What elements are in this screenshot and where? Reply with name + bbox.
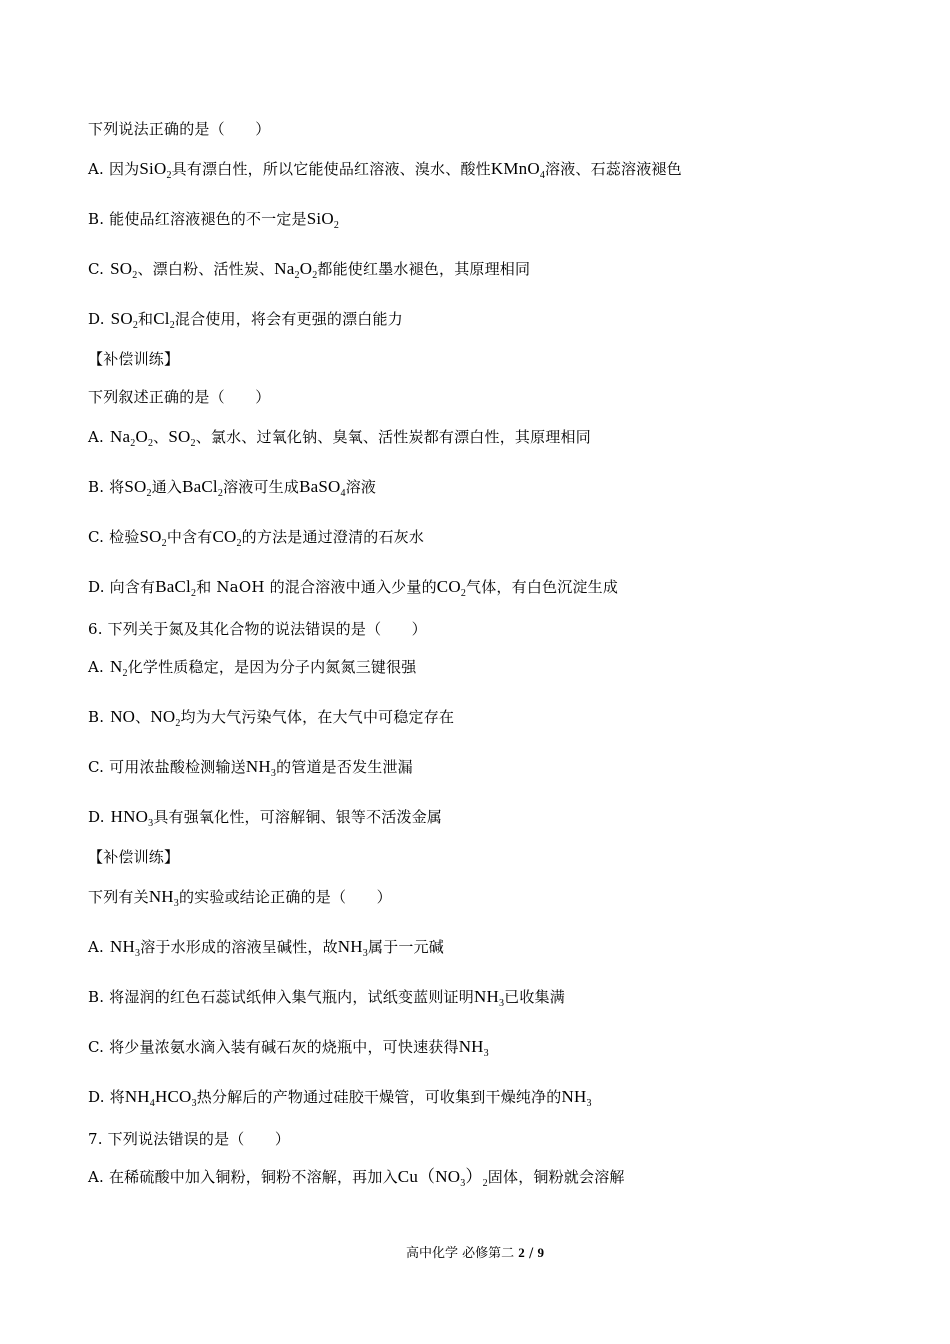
formula-nh3: $NH_3$ [148, 887, 179, 909]
formula-hno3: $HNO_3$ [110, 807, 154, 829]
formula-sio2: SiO$_2$ [306, 209, 340, 231]
q6-option-b: B. NO、$NO_2$均为大气污染气体，在大气中可稳定存在 [88, 707, 455, 729]
comp2-option-c: C. 将少量浓氨水滴入装有碱石灰的烧瓶中，可快速获得$NH_3$ [88, 1037, 489, 1059]
q6-option-c: C. 可用浓盐酸检测输送$NH_3$的管道是否发生泄漏 [88, 757, 413, 779]
formula-nh3: $NH_3$ [458, 1037, 489, 1059]
formula-nh3: $NH_3$ [561, 1087, 592, 1109]
formula-co2: $CO_2$ [212, 527, 242, 549]
q5-stem: 下列说法正确的是（ ） [88, 120, 271, 138]
formula-nh3: $NH_3$ [245, 757, 277, 779]
page-footer [0, 1244, 950, 1263]
formula-co2: $CO_2$ [436, 577, 467, 599]
comp1-option-c: C. 检验$SO_2$中含有$CO_2$的方法是通过澄清的石灰水 [88, 527, 425, 549]
formula-bacl2: BaCl$_2$ [182, 477, 224, 499]
footer-page-total: 9 [537, 1245, 544, 1260]
footer-subject: 高中化学 必修第二 [406, 1246, 515, 1261]
comp1-option-d: D. 向含有BaCl$_2$和 NaOH 的混合溶液中通入少量的$CO_2$气体，有白色沉淀生成 [88, 577, 619, 599]
formula-sio2: SiO$_2$ [139, 159, 172, 181]
formula-n2: $N_2$ [110, 657, 128, 679]
formula-nh3: $NH_3$ [337, 937, 368, 959]
footer-page-number: 2 [518, 1245, 525, 1260]
comp2-heading: 【补偿训练】 [88, 848, 180, 866]
formula-nh3: $NH_3$ [473, 987, 505, 1009]
footer-separator: / [528, 1246, 534, 1261]
formula-na2o2: $Na_2O_2$ [110, 427, 154, 449]
comp1-stem: 下列叙述正确的是（ ） [88, 388, 271, 406]
q5-option-d: D. $SO_2$和$Cl_2$混合使用，将会有更强的漂白能力 [88, 309, 403, 331]
formula-nh3: $NH_3$ [110, 937, 141, 959]
formula-so2: $SO_2$ [110, 259, 138, 281]
q7-stem: 7. 下列说法错误的是（ ） [88, 1130, 291, 1148]
comp2-option-b: B. 将湿润的红色石蕊试纸伸入集气瓶内，试纸变蓝则证明$NH_3$已收集满 [88, 987, 565, 1009]
formula-cuno32: $Cu(NO_3)_2$ [397, 1167, 488, 1189]
formula-cl2: $Cl_2$ [153, 309, 175, 331]
q7-option-a: A. 在稀硫酸中加入铜粉，铜粉不溶解，再加入$Cu(NO_3)_2$固体，铜粉就会溶解 [88, 1167, 625, 1189]
q6-stem: 6. 下列关于氮及其化合物的说法错误的是（ ） [88, 620, 427, 638]
comp1-option-b: B. 将$SO_2$通入BaCl$_2$溶液可生成BaSO$_4$溶液 [88, 477, 377, 499]
q5-option-b: B. 能使品红溶液褪色的不一定是SiO$_2$ [88, 209, 340, 231]
formula-na2o2: $Na_2O_2$ [274, 259, 318, 281]
q6-option-a: A. $N_2$化学性质稳定，是因为分子内氮氮三键很强 [88, 657, 417, 679]
comp2-option-d: D. 将$NH_4HCO_3$热分解后的产物通过硅胶干燥管，可收集到干燥纯净的$NH_3$ [88, 1087, 592, 1109]
q6-option-d: D. $HNO_3$具有强氧化性，可溶解铜、银等不活泼金属 [88, 807, 443, 829]
formula-baso4: BaSO$_4$ [299, 477, 346, 499]
formula-so2: $SO_2$ [139, 527, 167, 549]
q5-option-a: A. 因为SiO$_2$具有漂白性，所以它能使品红溶液、溴水、酸性KMnO$_4$溶液、石蕊溶液褪色 [88, 159, 682, 181]
q5-option-c: C. $SO_2$、漂白粉、活性炭、$Na_2O_2$都能使红墨水褪色，其原理相同 [88, 259, 531, 281]
formula-so2: $SO_2$ [110, 309, 139, 331]
comp1-option-a: A. $Na_2O_2$、$SO_2$、氯水、过氧化钠、臭氧、活性炭都有漂白性，其原理相同 [88, 427, 591, 449]
formula-bacl2: BaCl$_2$ [155, 577, 197, 599]
formula-nh4hco3: $NH_4HCO_3$ [124, 1087, 197, 1109]
formula-no2: $NO_2$ [150, 707, 181, 729]
comp2-option-a: A. $NH_3$溶于水形成的溶液呈碱性，故$NH_3$属于一元碱 [88, 937, 444, 959]
formula-no: NO [110, 707, 136, 726]
comp2-stem: 下列有关$NH_3$的实验或结论正确的是（ ） [88, 887, 392, 909]
formula-kmno4: KMnO$_4$ [490, 159, 546, 181]
formula-so2: $SO_2$ [124, 477, 152, 499]
formula-so2: $SO_2$ [168, 427, 196, 449]
comp1-heading: 【补偿训练】 [88, 350, 180, 368]
